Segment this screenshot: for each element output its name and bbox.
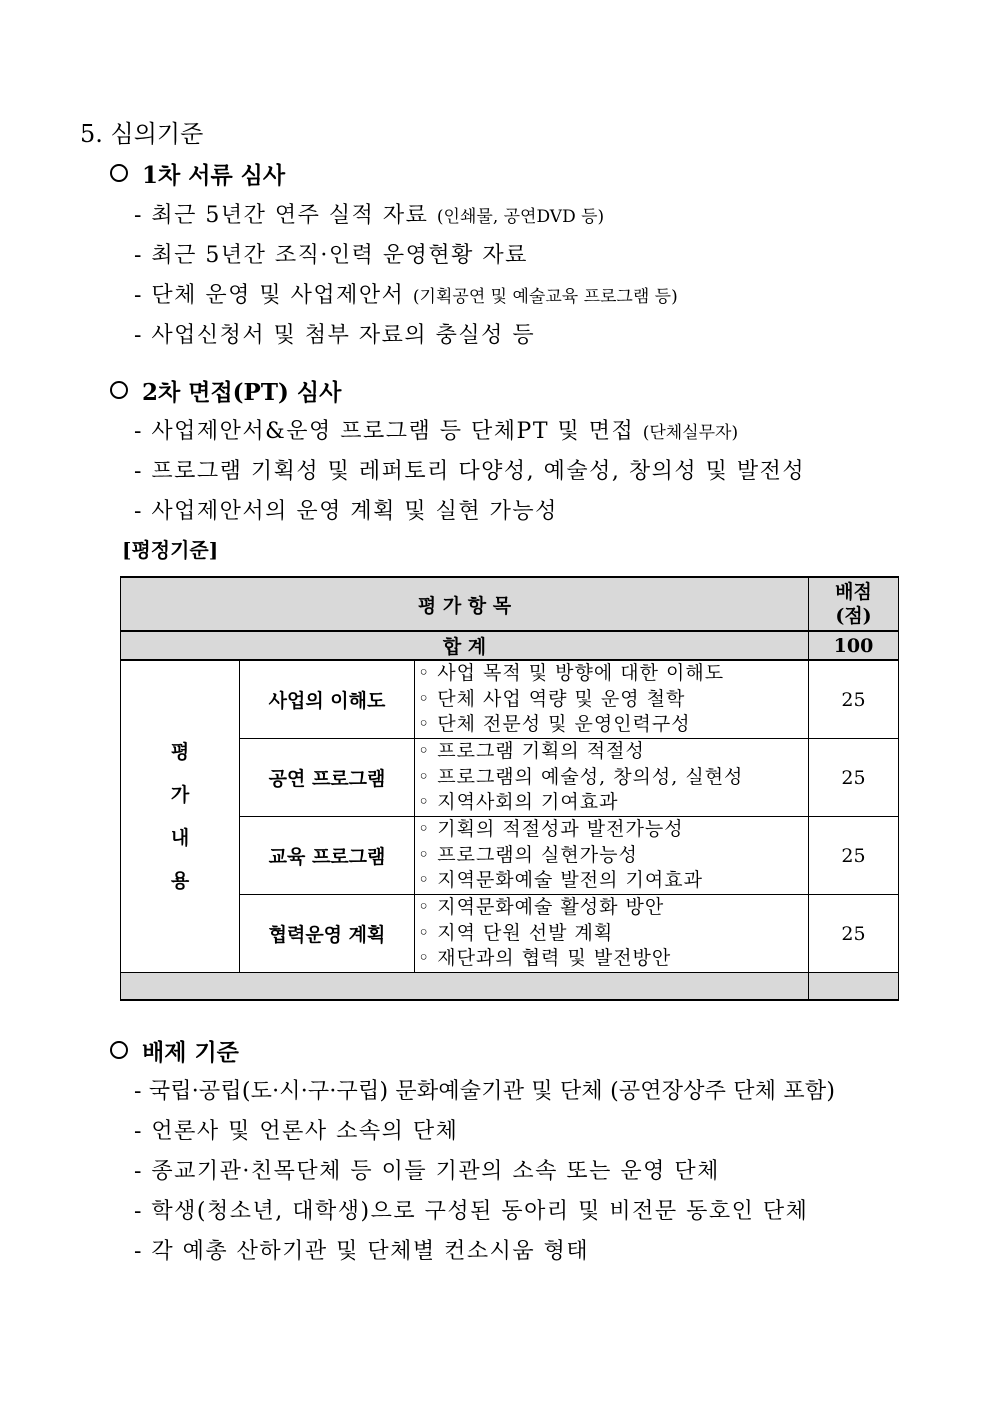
criterion-item: ◦ 사업 목적 및 방향에 대한 이해도 — [418, 662, 725, 685]
item-text: - 사업제안서&운영 프로그램 등 단체PT 및 면접 — [134, 419, 643, 444]
group-label-char: 가 — [170, 783, 190, 806]
criterion-item: ◦ 단체 사업 역량 및 운영 철학 — [418, 687, 686, 710]
footer-cell — [121, 973, 809, 1001]
criterion-item: ◦ 프로그램의 예술성, 창의성, 실현성 — [418, 765, 744, 788]
circle-bullet-icon — [110, 164, 128, 182]
criterion-item: ◦ 프로그램 기획의 적절성 — [418, 740, 645, 763]
second-review-heading — [110, 374, 341, 407]
exclusion-heading — [110, 1034, 239, 1067]
exclusion-heading-text: 배제 기준 — [142, 1039, 239, 1066]
exclusion-item: - 각 예총 산하기관 및 단체별 컨소시움 형태 — [134, 1239, 590, 1264]
category-cell: 사업의 이해도 — [240, 660, 415, 739]
exclusion-item: - 학생(청소년, 대학생)으로 구성된 동아리 및 비전문 동호인 단체 — [134, 1199, 809, 1224]
item-text: - 프로그램 기획성 및 레퍼토리 다양성, 예술성, 창의성 및 발전성 — [134, 459, 806, 484]
table-footer-row — [121, 973, 899, 1001]
footer-score-cell — [809, 973, 899, 1001]
first-review-item — [134, 198, 604, 229]
score-cell: 25 — [809, 817, 899, 895]
section-title: 5. 심의기준 — [80, 120, 204, 148]
item-text: - 사업신청서 및 첨부 자료의 충실성 등 — [134, 323, 536, 348]
header-item-cell: 평 가 항 목 — [121, 577, 809, 631]
criterion-item: ◦ 재단과의 협력 및 발전방안 — [418, 947, 672, 970]
item-text: - 최근 5년간 조직·인력 운영현황 자료 — [134, 243, 528, 268]
items-cell — [415, 660, 809, 739]
first-review-heading-text: 1차 서류 심사 — [142, 162, 286, 189]
item-text: - 사업제안서의 운영 계획 및 실현 가능성 — [134, 499, 558, 524]
item-text: - 최근 5년간 연주 실적 자료 — [134, 203, 437, 228]
criteria-caption: [평정기준] — [122, 538, 219, 562]
group-label-cell — [121, 660, 240, 973]
criterion-item: ◦ 지역문화예술 발전의 기여효과 — [418, 869, 703, 892]
criterion-item: ◦ 지역사회의 기여효과 — [418, 791, 619, 814]
table-header-row — [121, 577, 899, 631]
second-review-item — [134, 454, 805, 485]
table-total-row — [121, 631, 899, 660]
exclusion-item: - 종교기관·친목단체 등 이들 기관의 소속 또는 운영 단체 — [134, 1159, 720, 1184]
second-review-heading-text: 2차 면접(PT) 심사 — [142, 379, 342, 406]
total-label-cell: 합 계 — [121, 631, 809, 660]
second-review-item — [134, 494, 558, 525]
group-label-char: 평 — [170, 740, 190, 763]
first-review-heading — [110, 157, 285, 190]
total-score-cell: 100 — [809, 631, 899, 660]
score-cell: 25 — [809, 660, 899, 739]
group-label-char: 용 — [170, 869, 190, 892]
circle-bullet-icon — [110, 1041, 128, 1059]
item-note: (기획공연 및 예술교육 프로그램 등) — [412, 287, 678, 307]
criterion-item: ◦ 지역 단원 선발 계획 — [418, 921, 614, 944]
items-cell — [415, 739, 809, 817]
first-review-item — [134, 278, 678, 309]
item-note: (단체실무자) — [642, 423, 739, 443]
items-cell — [415, 817, 809, 895]
exclusion-item: - 국립·공립(도·시·구·구립) 문화예술기관 및 단체 (공연장상주 단체 포함) — [134, 1079, 836, 1104]
exclusion-item: - 언론사 및 언론사 소속의 단체 — [134, 1119, 459, 1144]
criterion-item: ◦ 기획의 적절성과 발전가능성 — [418, 818, 684, 841]
table-row — [121, 660, 899, 739]
first-review-item — [134, 238, 528, 269]
first-review-item — [134, 318, 535, 349]
score-cell: 25 — [809, 739, 899, 817]
item-text: - 단체 운영 및 사업제안서 — [134, 283, 413, 308]
category-cell: 협력운영 계획 — [240, 895, 415, 973]
second-review-item — [134, 414, 738, 445]
score-cell: 25 — [809, 895, 899, 973]
criterion-item: ◦ 프로그램의 실현가능성 — [418, 843, 638, 866]
items-cell — [415, 895, 809, 973]
item-note: (인쇄물, 공연DVD 등) — [436, 207, 605, 227]
criterion-item: ◦ 단체 전문성 및 운영인력구성 — [418, 713, 691, 736]
category-cell: 교육 프로그램 — [240, 817, 415, 895]
criteria-table — [120, 576, 899, 1001]
category-cell: 공연 프로그램 — [240, 739, 415, 817]
header-score-cell: 배점 (점) — [809, 577, 899, 631]
group-label-char: 내 — [170, 826, 190, 849]
circle-bullet-icon — [110, 381, 128, 399]
criterion-item: ◦ 지역문화예술 활성화 방안 — [418, 896, 665, 919]
